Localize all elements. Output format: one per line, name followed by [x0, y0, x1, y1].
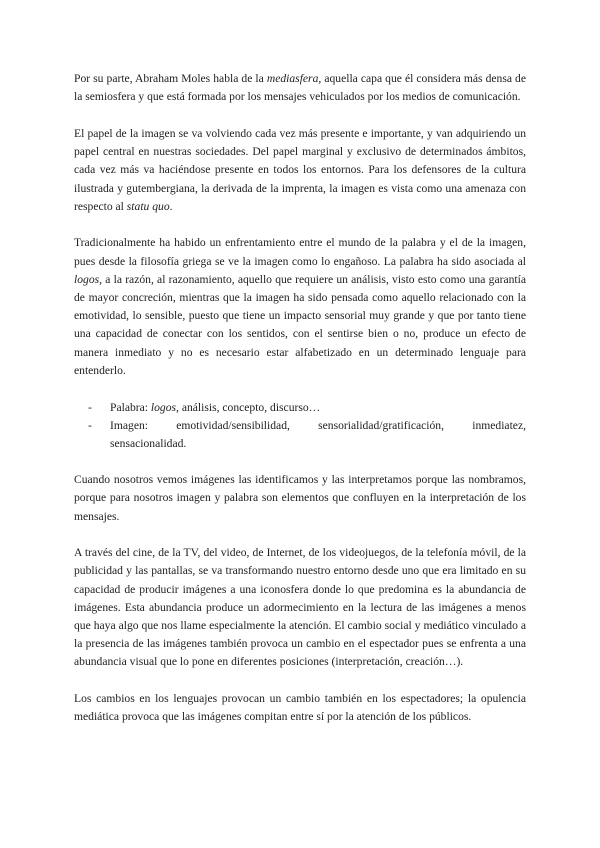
term-logos: logos: [74, 272, 100, 286]
paragraph-papel-imagen: El papel de la imagen se va volviendo cada vez más presente e importante, y van adquiriendo un papel central en nuestras sociedades. Del papel marginal y exclusivo de determinados ámbitos, cada vez más va haciéndose presente en todos los entornos. Para los defensores de la cultura ilustrada y gutembergiana, la derivada de la imprenta, la imagen es vista como una amenaza con respecto al statu quo.: [74, 126, 526, 213]
list-item-imagen: - Imagen: emotividad/sensibilidad, sensorialidad/gratificación, inmediatez, sensacionalidad.: [88, 418, 526, 450]
comparison-list: [74, 399, 526, 454]
term-statu-quo: statu quo: [126, 199, 170, 213]
dash-bullet: -: [88, 418, 92, 432]
dash-bullet: -: [88, 400, 92, 414]
list-item-palabra: - Palabra: logos, análisis, concepto, discurso…: [74, 399, 526, 417]
paragraph-palabra-imagen: Tradicionalmente ha habido un enfrentamiento entre el mundo de la palabra y el de la imagen, pues desde la filosofía griega se ve la imagen como lo engañoso. La palabra ha sido asociada al logos, a la razón, al razonamiento, aquello que requiere un análisis, visto esto como una garantía de mayor concreción, mientras que la imagen ha sido pensada como aquello relacionado con la emotividad, lo sensible, puesto que tiene un impacto sensorial muy grande y que por tanto tiene una capacidad de conectar con los sentidos, con el sentirse bien o no, produce un efecto de manera inmediato y no es necesario estar alfabetizado en un determinado lenguaje para entenderlo.: [74, 236, 526, 377]
paragraph-iconosfera: A través del cine, de la TV, del video, de Internet, de los videojuegos, de la telefonía móvil, de la publicidad y las pantallas, se va transformando nuestro entorno desde uno que era limitado en su capacidad de producir imágenes a una iconosfera donde lo que predomina es la abundancia de imágenes. Esta abundancia produce un adormecimiento en la lectura de las imágenes a menos que haya algo que nos llame especialmente la atención. El cambio social y mediático vinculado a la presencia de las imágenes también provoca un cambio en el espectador pues se enfrenta a una abundancia visual que lo pone en diferentes posiciones (interpretación, creación…).: [74, 546, 526, 669]
term-mediasfera: mediasfera: [266, 72, 319, 85]
paragraph-cambios-lenguajes: Los cambios en los lenguajes provocan un cambio también en los espectadores; la opulencia mediática provoca que las imágenes compitan entre sí por la atención de los públicos.: [74, 692, 526, 724]
paragraph-identificar-imagenes: Cuando nosotros vemos imágenes las identificamos y las interpretamos porque las nombramos, porque para nosotros imagen y palabra son elementos que confluyen en la interpretación de los mensajes.: [74, 473, 526, 523]
paragraph-mediasfera: Por su parte, Abraham Moles habla de la mediasfera, aquella capa que él considera más densa de la semiosfera y que está formada por los mensajes vehiculados por los medios de comunicación.: [74, 72, 526, 104]
